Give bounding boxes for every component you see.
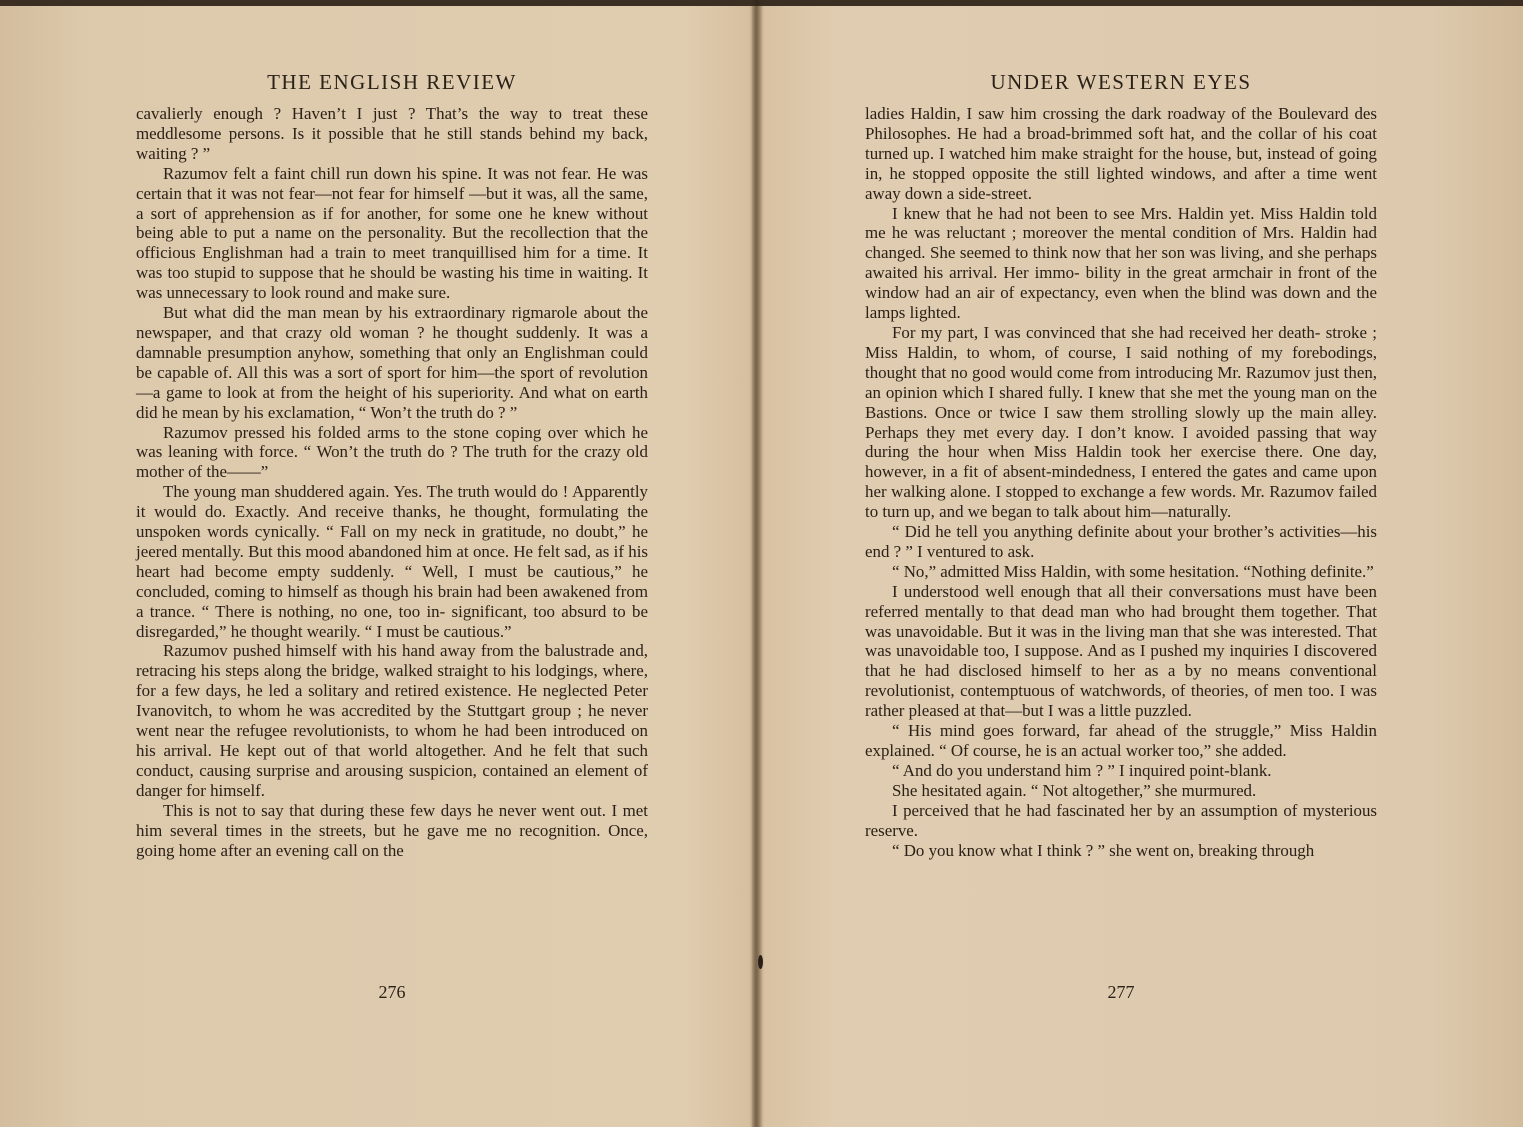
paragraph: “ Did he tell you anything definite about your brother’s activities—his end ? ” I ventured to ask. <box>865 522 1377 561</box>
paragraph: “ And do you understand him ? ” I inquired point-blank. <box>892 760 1272 780</box>
paragraph: “ No,” admitted Miss Haldin, with some hesitation. “Nothing definite.” <box>892 561 1374 581</box>
page-number: 277 <box>1107 982 1135 1002</box>
paragraph: This is not to say that during these few days he never went out. I met him several times in the streets, but he gave me no recognition. Once, going home after an evening call on the <box>136 800 648 860</box>
paragraph: Razumov pressed his folded arms to the stone coping over which he was leaning with force. “ Won’t the truth do ? The truth for the crazy old mother of the——” <box>136 422 648 482</box>
paragraph: cavalierly enough ? Haven’t I just ? That’s the way to treat these meddlesome persons. Is it possible that he still stands behind my back, waiting ? ” <box>136 104 648 163</box>
paragraph: I understood well enough that all their conversations must have been referred mentally to that dead man who had brought them together. That was unavoidable. But it was in the living man that she was interested. That was unavoidable too, I suppose. And as I pushed my inquiries I discovered that he had disclosed himself to her as a by no means conventional revolutionist, contemptuous of watchwords, of theories, of men too. I was rather pleased at that—but I was a little puzzled. <box>865 581 1377 721</box>
running-head: THE ENGLISH REVIEW <box>267 70 517 94</box>
paragraph: “ His mind goes forward, far ahead of the struggle,” Miss Haldin explained. “ Of course, he is an actual worker too,” she added. <box>865 721 1377 760</box>
paragraph: She hesitated again. “ Not altogether,” she murmured. <box>892 780 1257 800</box>
paragraph: For my part, I was convinced that she had received her death- stroke ; Miss Haldin, to whom, of course, I said nothing of my forebodings, thought that no good would come from introducing Mr. Razumov just then, an opinion which I shared fully. I knew that she met the young man on the Bastions. Once or twice I saw them strolling slowly up the main alley. Perhaps they met every day. I don’t know. I avoided passing that way during the hour when Miss Haldin took her exercise there. One day, however, in a fit of absent-mindedness, I entered the gates and came upon her walking alone. I stopped to exchange a few words. Mr. Razumov failed to turn up, and we began to talk about him—naturally. <box>865 322 1377 522</box>
ink-mark <box>758 955 763 969</box>
right-page <box>865 0 1377 1127</box>
body-text <box>136 104 648 860</box>
paragraph: Razumov pushed himself with his hand away from the balustrade and, retracing his steps along the bridge, walked straight to his lodgings, where, for a few days, he led a solitary and retired existence. He neglected Peter Ivanovitch, to whom he was accredited by the Stuttgart group ; he never went near the refugee revolutionists, to whom he had been introduced on his arrival. He kept out of that world altogether. And he felt that such conduct, causing surprise and arousing suspicion, contained an element of danger for himself. <box>136 641 648 800</box>
paragraph: “ Do you know what I think ? ” she went on, breaking through <box>892 840 1315 860</box>
body-text <box>865 104 1377 860</box>
paragraph: I knew that he had not been to see Mrs. Haldin yet. Miss Haldin told me he was reluctant ; moreover the mental condition of Mrs. Haldin had changed. She seemed to think now that her son was living, and she perhaps awaited his arrival. Her immo- bility in the great armchair in front of the window had an air of expectancy, even when the blind was down and the lamps lighted. <box>865 203 1377 323</box>
paragraph: ladies Haldin, I saw him crossing the dark roadway of the Boulevard des Philosophes. He had a broad-brimmed soft hat, and the collar of his coat turned up. I watched him make straight for the house, but, instead of going in, he stopped opposite the still lighted windows, and after a time went away down a side-street. <box>865 104 1377 203</box>
paragraph: But what did the man mean by his extraordinary rigmarole about the newspaper, and that crazy old woman ? he thought suddenly. It was a damnable presumption anyhow, something that only an Englishman could be capable of. All this was a sort of sport for him—the sport of revolution—a game to look at from the height of his superiority. And what on earth did he mean by his exclamation, “ Won’t the truth do ? ” <box>136 303 648 422</box>
left-page <box>136 0 648 1127</box>
paragraph: I perceived that he had fascinated her by an assumption of mysterious reserve. <box>865 800 1377 840</box>
running-head: UNDER WESTERN EYES <box>990 70 1252 94</box>
paragraph: Razumov felt a faint chill run down his spine. It was not fear. He was certain that it was not fear—not fear for himself —but it was, all the same, a sort of apprehension as if for another, for some one he knew without being able to put a name on the personality. But the recollection that the officious Englishman had a train to meet tranquillised him for a time. It was too stupid to suppose that he should be wasting his time in waiting. It was unnecessary to look round and make sure. <box>136 163 648 303</box>
paragraph: The young man shuddered again. Yes. The truth would do ! Apparently it would do. Exactly. And receive thanks, he thought, formulating the unspoken words cynically. “ Fall on my neck in gratitude, no doubt,” he jeered mentally. But this mood abandoned him at once. He felt sad, as if his heart had become empty suddenly. “ Well, I must be cautious,” he concluded, coming to himself as though his brain had been awakened from a trance. “ There is nothing, no one, too in- significant, too absurd to be disregarded,” he thought wearily. “ I must be cautious.” <box>136 482 648 641</box>
page-number: 276 <box>378 982 406 1002</box>
